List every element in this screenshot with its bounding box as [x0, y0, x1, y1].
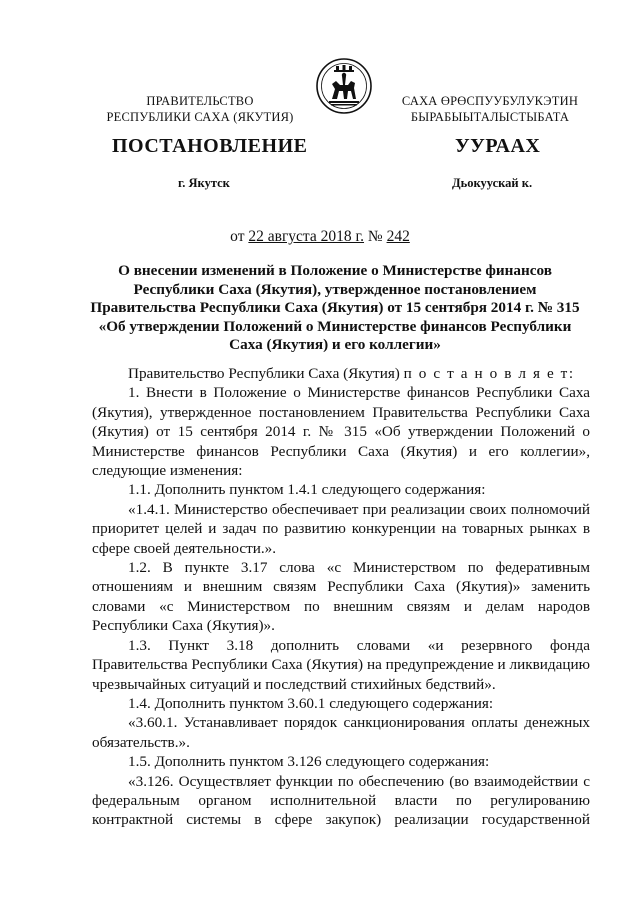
issuer-name-russian [85, 93, 315, 125]
decree-title: О внесении изменений в Положение о Министерстве финансов Республики Саха (Якутия), утвержденное постановлением Правительства Республики Саха (Якутия) от 15 сентября 2014 г. № 315 «Об утверждении Положений о Министерстве финансов Республики Саха (Якутия) и его коллегии» [90, 262, 580, 353]
decree-date: 22 августа 2018 г. [248, 228, 365, 245]
paragraph-1-3: 1.3. Пункт 3.18 дополнить словами «и резервного фонда Правительства Республики Саха (Якутия) на предупреждение и ликвидацию чрезвычайных ситуаций и последствий стихийных бедствий». [92, 636, 590, 693]
intro-paragraph [92, 364, 590, 383]
paragraph-1: 1. Внести в Положение о Министерстве финансов Республики Саха (Якутия), утвержденное постановлением Правительства Республики Саха (Якутия) от 15 сентября 2014 г. № 315 «Об утверждении Положений о Министерстве финансов Республики Саха (Якутия) и его коллегии», следующие изменения: [92, 384, 590, 480]
coat-of-arms-emblem-icon [315, 57, 373, 115]
date-line [0, 228, 640, 246]
intro-subject: Правительство Республики Саха (Якутия) [128, 365, 400, 382]
issuer-name-sakha [375, 93, 605, 125]
date-prefix: от [230, 228, 245, 245]
paragraph-1-4: 1.4. Дополнить пунктом 3.60.1 следующего содержания: [128, 694, 494, 712]
issuer-sakha-line-1: САХА ӨРӨСПУУБУЛУКЭТИН [401, 94, 579, 108]
intro-verb: п о с т а н о в л я е т: [403, 365, 575, 382]
decree-body [92, 364, 590, 830]
issuer-line-2: РЕСПУБЛИКИ САХА (ЯКУТИЯ) [106, 110, 294, 124]
paragraph-1-4-1-text: «1.4.1. Министерство обеспечивает при реализации своих полномочий приоритет целей и задач по развитию конкуренции на товарных рынках в сфере своей деятельности.». [92, 500, 590, 557]
city-sakha: Дьокуускай к. [452, 176, 533, 190]
issuer-sakha-line-2: БЫРАБЫЫТАЛЫСТЫБАТА [410, 110, 570, 124]
paragraph-1-2: 1.2. В пункте 3.17 слова «с Министерством по федеративным отношениям и внешним связям Республики Саха (Якутия)» заменить словами «с Министерством по внешним связям и делам народов Республики Саха (Якутия)». [92, 559, 590, 635]
paragraph-3-126-text: «3.126. Осуществляет функции по обеспечению (во взаимодействии с федеральным органом исполнительной власти по регулированию контрактной системы в сфере закупок) реализации государственной [92, 772, 590, 829]
number-sign: № [367, 228, 383, 245]
paragraph-3-60-1-text: «3.60.1. Устанавливает порядок санкционирования оплаты денежных обязательств.». [92, 714, 590, 751]
paragraph-1-5: 1.5. Дополнить пунктом 3.126 следующего содержания: [128, 753, 490, 771]
issuer-line-1: ПРАВИТЕЛЬСТВО [146, 94, 254, 108]
paragraph-1-1: 1.1. Дополнить пунктом 1.4.1 следующего содержания: [128, 481, 486, 499]
decree-number: 242 [386, 228, 410, 245]
doc-type-russian: ПОСТАНОВЛЕНИЕ [112, 135, 308, 157]
doc-type-sakha: УУРААХ [455, 135, 541, 157]
city-russian: г. Якутск [178, 176, 230, 190]
